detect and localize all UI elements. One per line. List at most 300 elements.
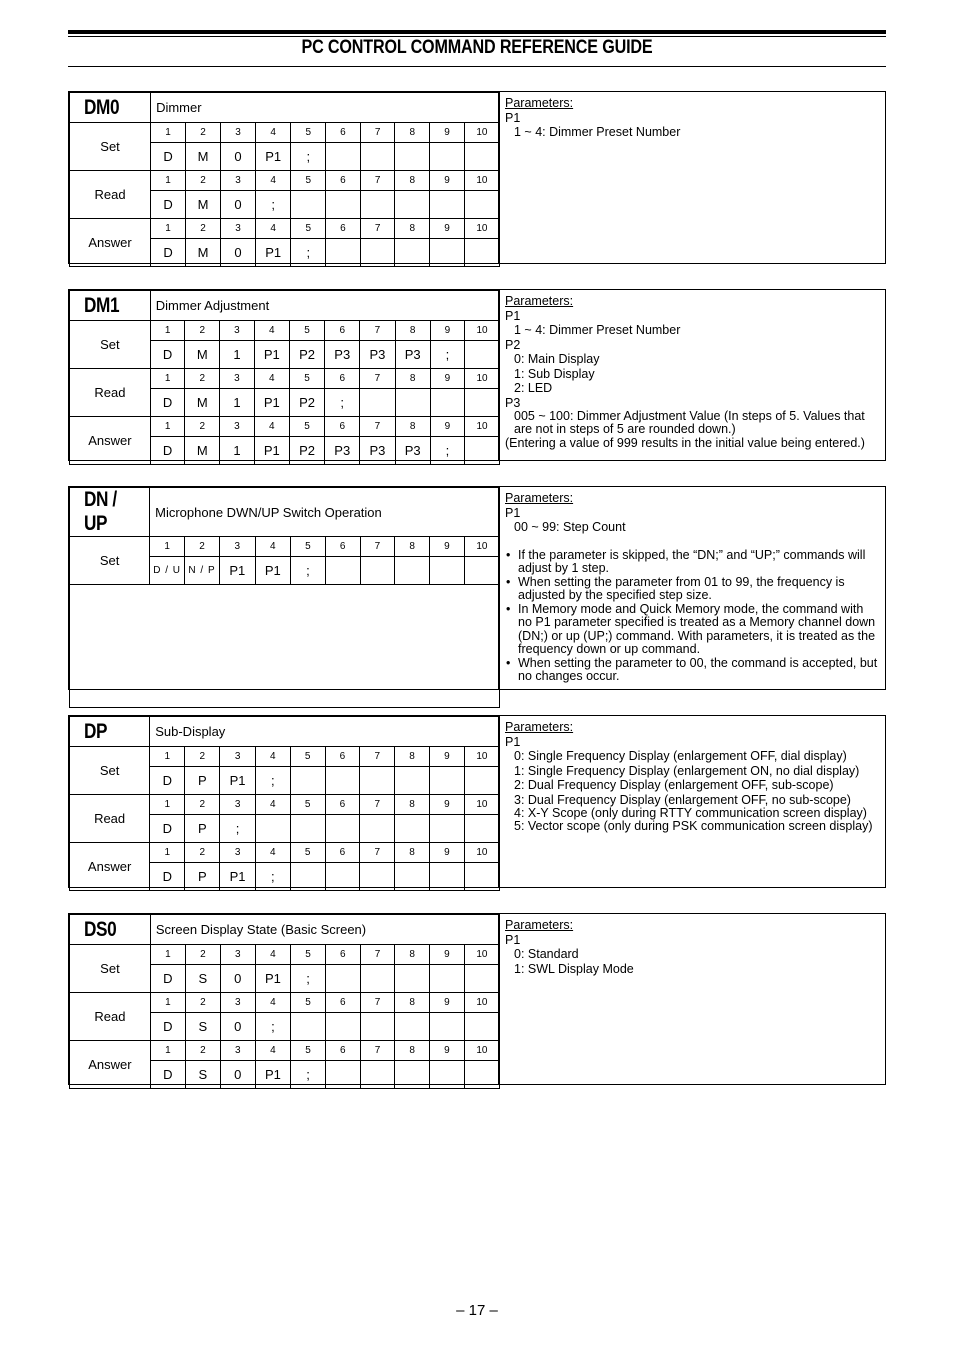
column-number-row <box>70 1041 500 1061</box>
format-cell <box>430 143 465 171</box>
column-number: 3 <box>220 795 256 815</box>
column-number-row <box>70 747 500 767</box>
column-number: 9 <box>430 993 465 1013</box>
column-number: 1 <box>150 945 185 965</box>
command-code-text: DM0 <box>84 95 120 119</box>
format-cell: M <box>186 191 221 219</box>
format-cell: 0 <box>220 965 255 993</box>
column-number: 4 <box>254 417 289 437</box>
column-number: 5 <box>289 417 324 437</box>
format-cell: P1 <box>254 437 289 465</box>
column-number: 4 <box>255 843 290 863</box>
parameters-panel <box>498 487 885 689</box>
column-number: 2 <box>186 219 221 239</box>
column-number: 8 <box>395 843 430 863</box>
column-number: 4 <box>255 993 291 1013</box>
command-block-dn-up <box>68 486 886 690</box>
format-cell <box>430 965 465 993</box>
format-cell: ; <box>255 767 290 795</box>
param-p2-option: 0: Main Display <box>514 352 600 366</box>
format-cell: D <box>150 1061 185 1089</box>
column-number: 9 <box>430 219 465 239</box>
format-cell: D <box>150 341 185 369</box>
format-cell <box>360 557 395 585</box>
column-number: 3 <box>220 843 256 863</box>
column-number-row <box>70 795 500 815</box>
command-code <box>70 488 150 537</box>
format-cell: P1 <box>255 965 291 993</box>
format-cell: D <box>151 239 186 267</box>
column-number: 7 <box>360 993 395 1013</box>
column-number-row <box>70 945 500 965</box>
format-cell <box>360 965 395 993</box>
column-number: 7 <box>360 843 395 863</box>
column-number: 3 <box>220 747 256 767</box>
column-number: 3 <box>220 369 254 389</box>
column-number: 8 <box>395 537 430 557</box>
format-cell: N / P <box>185 557 220 585</box>
column-number: 5 <box>291 993 326 1013</box>
format-cell <box>429 815 464 843</box>
parameters-label: Parameters: <box>505 491 574 505</box>
format-cell <box>360 863 395 891</box>
format-cell: ; <box>430 341 464 369</box>
column-number: 2 <box>185 945 220 965</box>
column-number: 10 <box>464 795 499 815</box>
column-number: 8 <box>395 993 430 1013</box>
column-number: 5 <box>291 219 326 239</box>
format-cell: 1 <box>220 437 254 465</box>
column-number: 2 <box>185 417 220 437</box>
format-cell <box>430 557 465 585</box>
command-code <box>70 915 151 945</box>
format-cell <box>360 389 395 417</box>
note-item: • In Memory mode and Quick Memory mode, the command with no P1 parameter specified is treated as a Memory channel down (DN;) or up (UP;) command. With parameters, it is treated as the frequency down or up command. <box>505 603 879 657</box>
column-number: 8 <box>395 321 430 341</box>
column-number-row <box>70 369 500 389</box>
column-number: 8 <box>395 417 430 437</box>
column-number: 3 <box>220 945 255 965</box>
column-number: 4 <box>255 1041 291 1061</box>
format-cell <box>430 1013 465 1041</box>
command-table <box>69 92 500 267</box>
param-p3-label: P3 <box>505 395 521 410</box>
format-cell <box>255 815 290 843</box>
page-title: PC CONTROL COMMAND REFERENCE GUIDE <box>301 37 653 58</box>
format-cell: M <box>185 437 220 465</box>
column-number: 6 <box>325 1041 360 1061</box>
column-number: 10 <box>465 369 500 389</box>
column-number: 7 <box>360 369 395 389</box>
column-number: 1 <box>150 795 185 815</box>
param-p2-label: P2 <box>505 337 521 352</box>
column-number: 9 <box>429 843 464 863</box>
column-number: 9 <box>430 171 465 191</box>
mode-label-read: Read <box>70 795 150 843</box>
column-number: 1 <box>150 369 185 389</box>
column-number: 6 <box>325 321 360 341</box>
column-number: 6 <box>325 417 360 437</box>
column-number-row <box>70 219 500 239</box>
format-cell <box>464 815 499 843</box>
format-cell: D / U <box>150 557 185 585</box>
format-cell <box>395 1013 430 1041</box>
format-cell: P <box>185 815 220 843</box>
command-block-dm0 <box>68 91 886 264</box>
format-cell: 0 <box>220 1013 255 1041</box>
command-table <box>69 716 500 891</box>
mode-label-answer: Answer <box>70 1041 151 1089</box>
format-cell: D <box>150 389 185 417</box>
format-cell: ; <box>255 191 290 219</box>
column-number: 7 <box>360 747 395 767</box>
format-cell: P3 <box>395 341 430 369</box>
column-number: 5 <box>291 537 326 557</box>
column-number-row <box>70 321 500 341</box>
mode-label-read: Read <box>70 171 151 219</box>
format-cell: P3 <box>325 437 360 465</box>
param-p1-label: P1 <box>505 932 521 947</box>
mode-label-set: Set <box>70 945 151 993</box>
format-cell <box>465 389 500 417</box>
column-number: 6 <box>325 537 360 557</box>
command-code-text: DM1 <box>84 293 120 317</box>
format-cell: P <box>185 767 220 795</box>
format-cell: P2 <box>289 437 324 465</box>
format-cell: P3 <box>325 341 360 369</box>
param-p1-desc: 1 ~ 4: Dimmer Preset Number <box>514 125 681 139</box>
column-number: 2 <box>185 843 220 863</box>
format-cell: D <box>150 1013 185 1041</box>
param-p1-option: 1: Single Frequency Display (enlargement ON, no dial display) <box>514 763 860 778</box>
column-number: 8 <box>395 123 430 143</box>
column-number: 1 <box>151 171 186 191</box>
format-cell: P3 <box>395 437 430 465</box>
mode-label-read: Read <box>70 369 151 417</box>
command-code <box>70 93 151 123</box>
command-code-text: DN / UP <box>84 488 117 535</box>
column-number-row <box>70 993 500 1013</box>
format-cell <box>430 1061 465 1089</box>
format-cell: 0 <box>221 191 256 219</box>
column-number: 5 <box>289 321 324 341</box>
column-number: 7 <box>360 123 395 143</box>
format-cell: ; <box>291 239 326 267</box>
format-cell <box>464 191 499 219</box>
command-table <box>69 914 500 1089</box>
column-number: 7 <box>360 1041 395 1061</box>
notes-list <box>505 549 879 684</box>
column-number-row <box>70 171 500 191</box>
format-cell <box>360 1061 395 1089</box>
format-cell: 0 <box>221 239 256 267</box>
command-header-row <box>70 488 500 537</box>
column-number: 5 <box>289 369 324 389</box>
parameters-label: Parameters: <box>505 720 574 734</box>
format-cell: ; <box>430 437 464 465</box>
format-cell <box>430 191 465 219</box>
format-cell <box>290 815 325 843</box>
column-number: 10 <box>464 123 499 143</box>
column-number: 1 <box>150 537 185 557</box>
mode-label-read: Read <box>70 993 151 1041</box>
format-cell: 0 <box>220 1061 255 1089</box>
format-cell <box>326 143 361 171</box>
format-cell: P1 <box>220 863 256 891</box>
format-cell <box>464 767 499 795</box>
param-p1-option: 2: Dual Frequency Display (enlargement OFF, sub-scope) <box>514 778 834 792</box>
column-number: 4 <box>255 945 291 965</box>
column-number: 9 <box>429 795 464 815</box>
param-p1-option: 3: Dual Frequency Display (enlargement OFF, no sub-scope) <box>514 792 851 807</box>
column-number: 7 <box>360 171 395 191</box>
format-cell <box>395 191 430 219</box>
param-p1-desc: 00 ~ 99: Step Count <box>514 520 626 534</box>
format-cell: M <box>185 389 220 417</box>
column-number: 8 <box>395 795 430 815</box>
mode-label-set: Set <box>70 747 150 795</box>
command-name: Dimmer <box>151 93 500 123</box>
format-cell: M <box>185 341 220 369</box>
column-number: 2 <box>185 537 220 557</box>
column-number: 8 <box>395 369 430 389</box>
column-number: 9 <box>430 369 464 389</box>
column-number: 10 <box>464 1041 499 1061</box>
column-number: 10 <box>464 843 499 863</box>
column-number: 7 <box>360 537 395 557</box>
column-number: 5 <box>291 123 326 143</box>
format-cell: S <box>185 1013 220 1041</box>
mode-label-set: Set <box>70 123 151 171</box>
format-cell: D <box>151 191 186 219</box>
format-cell: P1 <box>254 341 289 369</box>
format-cell <box>325 815 360 843</box>
header-rule <box>68 30 886 34</box>
format-cell: S <box>185 965 220 993</box>
column-number: 10 <box>464 171 499 191</box>
column-number: 9 <box>430 321 464 341</box>
command-block-ds0 <box>68 913 886 1085</box>
column-number: 9 <box>429 747 464 767</box>
mode-label-set: Set <box>70 321 151 369</box>
column-number: 1 <box>151 219 186 239</box>
param-p1-option: 0: Standard <box>514 947 579 961</box>
format-cell <box>430 389 464 417</box>
format-cell: ; <box>291 557 326 585</box>
format-cell <box>395 389 430 417</box>
format-cell: D <box>150 767 185 795</box>
format-cell: P1 <box>255 143 290 171</box>
parameters-panel <box>498 914 885 1084</box>
format-cell: 0 <box>221 143 256 171</box>
column-number: 10 <box>464 945 499 965</box>
command-name: Sub-Display <box>150 717 500 747</box>
column-number: 9 <box>430 417 464 437</box>
format-cell <box>325 1061 360 1089</box>
command-code <box>70 291 151 321</box>
column-number: 2 <box>185 795 220 815</box>
column-number: 8 <box>395 171 430 191</box>
format-cell <box>360 191 395 219</box>
format-cell <box>325 863 360 891</box>
column-number: 4 <box>255 537 291 557</box>
param-p2-option: 2: LED <box>514 381 553 395</box>
command-table <box>69 487 500 708</box>
column-number: 2 <box>186 171 221 191</box>
column-number: 1 <box>150 993 185 1013</box>
mode-label-set: Set <box>70 537 150 585</box>
format-cell <box>464 863 499 891</box>
command-table <box>69 290 500 465</box>
column-number: 1 <box>150 747 185 767</box>
mode-label-answer: Answer <box>70 219 151 267</box>
format-cell: P <box>185 863 220 891</box>
param-note: (Entering a value of 999 results in the initial value being entered.) <box>505 436 865 450</box>
parameters-label: Parameters: <box>505 294 574 308</box>
column-number: 9 <box>430 537 465 557</box>
column-number: 10 <box>465 321 500 341</box>
param-p1-option: 4: X-Y Scope (only during RTTY communication screen display) <box>514 806 867 820</box>
format-cell <box>326 191 361 219</box>
param-p1-option: 0: Single Frequency Display (enlargement OFF, dial display) <box>514 749 847 763</box>
column-number: 10 <box>464 993 499 1013</box>
param-p1-label: P1 <box>505 308 521 323</box>
format-cell <box>290 767 325 795</box>
column-number: 7 <box>360 321 395 341</box>
column-number: 2 <box>185 321 220 341</box>
format-cell <box>360 815 395 843</box>
format-cell <box>360 143 395 171</box>
format-cell <box>290 863 325 891</box>
format-cell <box>465 341 500 369</box>
format-cell <box>325 557 360 585</box>
column-number: 2 <box>186 123 221 143</box>
mode-label-answer: Answer <box>70 417 151 465</box>
command-name: Screen Display State (Basic Screen) <box>150 915 499 945</box>
column-number: 10 <box>464 747 499 767</box>
column-number: 5 <box>290 747 325 767</box>
command-header-row <box>70 717 500 747</box>
format-cell <box>291 191 326 219</box>
column-number: 6 <box>326 123 361 143</box>
column-number: 7 <box>360 417 395 437</box>
header-rule-bottom <box>68 66 886 67</box>
command-code-text: DS0 <box>84 917 117 941</box>
blank-area <box>70 585 500 708</box>
column-number: 7 <box>360 219 395 239</box>
format-cell <box>325 1013 360 1041</box>
column-number: 4 <box>254 321 289 341</box>
format-cell: P1 <box>220 767 256 795</box>
format-cell: P1 <box>255 1061 291 1089</box>
format-cell <box>465 437 500 465</box>
format-cell: D <box>150 965 185 993</box>
column-number: 1 <box>150 843 185 863</box>
column-number: 8 <box>395 747 430 767</box>
column-number: 8 <box>395 219 430 239</box>
format-cell: ; <box>255 1013 291 1041</box>
format-cell: P1 <box>255 239 290 267</box>
format-cell <box>429 863 464 891</box>
format-cell <box>395 863 430 891</box>
column-number: 2 <box>185 1041 220 1061</box>
format-cell: P3 <box>360 341 395 369</box>
column-number: 7 <box>360 945 395 965</box>
format-cell <box>464 143 499 171</box>
column-number: 3 <box>221 171 256 191</box>
column-number: 3 <box>220 993 255 1013</box>
format-cell: P1 <box>220 557 256 585</box>
column-number: 3 <box>221 123 256 143</box>
format-cell: D <box>150 863 185 891</box>
format-cell: D <box>150 437 185 465</box>
column-number: 3 <box>221 219 256 239</box>
column-number: 5 <box>290 795 325 815</box>
column-number: 3 <box>220 321 254 341</box>
column-number: 3 <box>220 537 256 557</box>
column-number: 6 <box>325 993 360 1013</box>
column-number: 2 <box>185 747 220 767</box>
blank-row <box>70 585 500 708</box>
format-cell: ; <box>325 389 360 417</box>
format-cell <box>395 239 430 267</box>
column-number-row <box>70 417 500 437</box>
format-cell <box>325 965 360 993</box>
column-number: 9 <box>430 123 465 143</box>
column-number: 6 <box>325 843 360 863</box>
column-number: 8 <box>395 945 430 965</box>
column-number: 3 <box>220 417 254 437</box>
param-p2-option: 1: Sub Display <box>514 366 595 381</box>
column-number: 9 <box>430 945 465 965</box>
format-cell <box>326 239 361 267</box>
column-number: 4 <box>255 171 290 191</box>
column-number: 6 <box>326 171 361 191</box>
format-cell <box>325 767 360 795</box>
format-cell: P1 <box>254 389 289 417</box>
column-number: 8 <box>395 1041 430 1061</box>
format-cell: D <box>151 143 186 171</box>
parameters-panel <box>498 290 885 460</box>
format-cell <box>429 767 464 795</box>
param-p1-label: P1 <box>505 734 521 749</box>
column-number: 6 <box>326 219 361 239</box>
column-number: 5 <box>290 843 325 863</box>
format-cell <box>395 557 430 585</box>
note-item: • If the parameter is skipped, the “DN;” and “UP;” commands will adjust by 1 step. <box>505 549 879 576</box>
format-cell: P2 <box>289 341 324 369</box>
format-cell <box>464 557 499 585</box>
format-cell: M <box>186 143 221 171</box>
column-number: 5 <box>291 945 326 965</box>
format-cell <box>360 239 395 267</box>
param-p1-option: 5: Vector scope (only during PSK communication screen display) <box>514 819 873 833</box>
column-number: 6 <box>325 369 360 389</box>
command-header-row <box>70 915 500 945</box>
column-number: 2 <box>185 369 220 389</box>
command-block-dm1 <box>68 289 886 461</box>
column-number: 3 <box>220 1041 255 1061</box>
column-number: 1 <box>150 417 185 437</box>
format-cell <box>395 815 430 843</box>
command-name: Dimmer Adjustment <box>150 291 499 321</box>
param-p1-option: 1: SWL Display Mode <box>514 961 634 976</box>
format-cell <box>360 1013 395 1041</box>
format-cell <box>395 143 430 171</box>
format-cell <box>395 965 430 993</box>
format-cell <box>395 767 430 795</box>
command-name: Microphone DWN/UP Switch Operation <box>150 488 500 537</box>
